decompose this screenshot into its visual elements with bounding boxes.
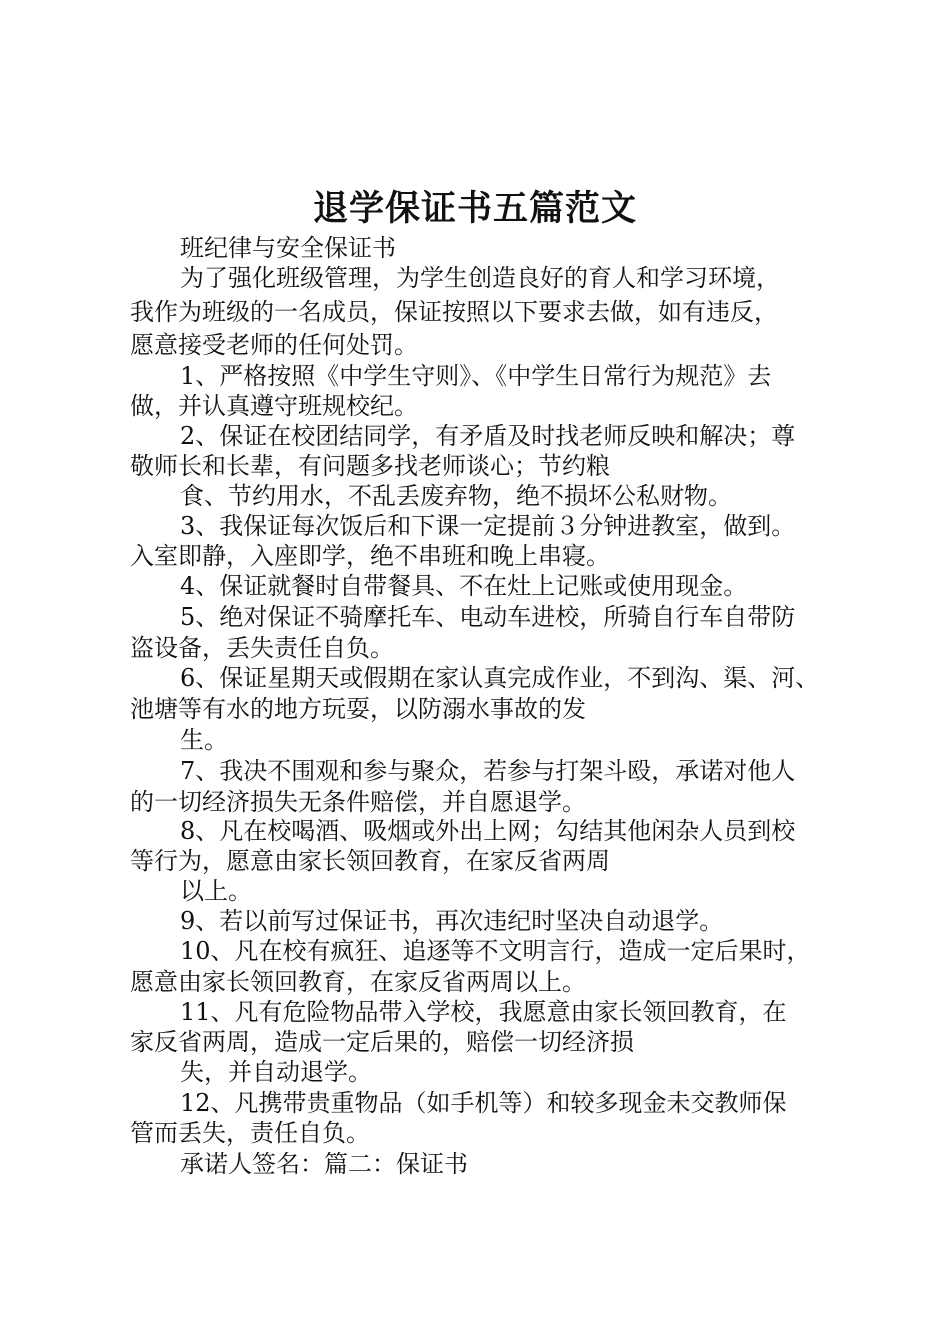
paragraph-line: 等行为，愿意由家长领回教育，在家反省两周 xyxy=(130,847,610,875)
paragraph-line: 8、凡在校喝酒、吸烟或外出上网；勾结其他闲杂人员到校 xyxy=(180,817,796,845)
paragraph-line: 的一切经济损失无条件赔偿，并自愿退学。 xyxy=(130,788,586,816)
paragraph-line: 食、节约用水，不乱丢废弃物，绝不损坏公私财物。 xyxy=(180,482,732,510)
paragraph-line: 我作为班级的一名成员，保证按照以下要求去做，如有违反， xyxy=(130,298,778,326)
paragraph-line: 9、若以前写过保证书，再次违纪时坚决自动退学。 xyxy=(180,907,724,935)
document-title: 退学保证书五篇范文 xyxy=(312,188,637,229)
paragraph-line: 管而丢失，责任自负。 xyxy=(130,1119,370,1147)
paragraph-line: 2、保证在校团结同学，有矛盾及时找老师反映和解决；尊 xyxy=(180,422,796,450)
paragraph-line: 以上。 xyxy=(180,877,252,905)
paragraph-line: 1、严格按照《中学生守则》、《中学生日常行为规范》去 xyxy=(180,362,772,390)
paragraph-line: 入室即静，入座即学，绝不串班和晚上串寝。 xyxy=(130,542,610,570)
paragraph-line: 家反省两周，造成一定后果的，赔偿一切经济损 xyxy=(130,1028,634,1056)
paragraph-line: 生。 xyxy=(180,726,228,754)
signature-line: 承诺人签名：篇二：保证书 xyxy=(180,1150,468,1178)
paragraph-line: 愿意接受老师的任何处罚。 xyxy=(130,331,418,359)
paragraph-line: 为了强化班级管理，为学生创造良好的育人和学习环境， xyxy=(180,264,780,292)
paragraph-line: 12、凡携带贵重物品（如手机等）和较多现金未交教师保 xyxy=(180,1089,787,1117)
paragraph-line: 敬师长和长辈，有问题多找老师谈心；节约粮 xyxy=(130,452,610,480)
paragraph-line: 失，并自动退学。 xyxy=(180,1058,372,1086)
paragraph-line: 愿意由家长领回教育，在家反省两周以上。 xyxy=(130,968,586,996)
paragraph-line: 6、保证星期天或假期在家认真完成作业，不到沟、渠、河、 xyxy=(180,664,820,692)
paragraph-line: 11、凡有危险物品带入学校，我愿意由家长领回教育，在 xyxy=(180,998,787,1026)
paragraph-line: 4、保证就餐时自带餐具、不在灶上记账或使用现金。 xyxy=(180,572,748,600)
paragraph-line: 5、绝对保证不骑摩托车、电动车进校，所骑自行车自带防 xyxy=(180,603,796,631)
paragraph-line: 盗设备，丢失责任自负。 xyxy=(130,634,394,662)
heading-line: 班纪律与安全保证书 xyxy=(180,234,396,262)
paragraph-line: 7、我决不围观和参与聚众，若参与打架斗殴，承诺对他人 xyxy=(180,757,796,785)
paragraph-line: 10、凡在校有疯狂、追逐等不文明言行，造成一定后果时， xyxy=(180,937,811,965)
paragraph-line: 3、我保证每次饭后和下课一定提前３分钟进教室，做到。 xyxy=(180,512,796,540)
paragraph-line: 池塘等有水的地方玩耍，以防溺水事故的发 xyxy=(130,695,586,723)
paragraph-line: 做，并认真遵守班规校纪。 xyxy=(130,392,418,420)
